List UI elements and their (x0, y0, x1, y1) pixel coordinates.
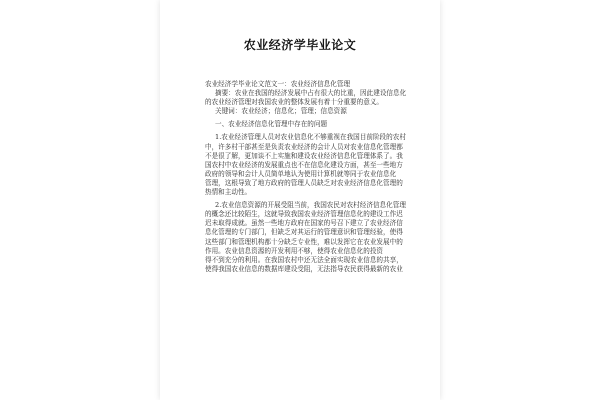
text-line: 农业经济学毕业论文范文一：农业经济信息化管理 (205, 80, 351, 88)
text-line: 中，许多村干部甚至是负责农业经济的会计人员对农业信息化管理都 (205, 142, 403, 151)
document-page (160, 0, 440, 400)
text-line: 政府的领导和会计人员简单地认为使用计算机就等同于农业信息化 (205, 169, 397, 178)
text-line: 使得我国农业信息的数据库建设受阻，无法指导农民获得最新的农业 (205, 264, 403, 273)
text-line: 得不到充分的利用。在我国农村中还无法全面实现农业信息的共享， (205, 255, 403, 264)
document-title: 农业经济学毕业论文 (243, 38, 357, 52)
text-line: 不是很了解，更加谈不上实施和建设农业经济信息化管理体系了。我 (205, 151, 403, 160)
text-line: 的概念还比较陌生，这就导致我国农业经济管理信息化的建设工作迟 (205, 210, 403, 219)
text-line: 迟未取得成就。虽然一些地方政府在国家的号召下建立了农业经济信 (205, 219, 403, 228)
text-line: 一、农业经济信息化管理中存在的问题 (215, 120, 328, 129)
document-body (205, 80, 435, 274)
text-line: 这些部门和管理机构都十分缺乏专业性，难以发挥它在农业发展中的 (205, 237, 403, 246)
text-line: 国农村中农业经济的发展重点也不在信息化建设方面，甚至一些地方 (205, 160, 403, 169)
text-line: 管理，这根导致了地方政府的管理人员缺乏对农业经济信息化管理的 (205, 178, 403, 187)
text-line: 热情和主动性。 (205, 188, 252, 197)
text-line: 关键词：农业经济；信息化；管理；信息资源 (215, 107, 347, 116)
text-line: 1.农业经济管理人员对农业信息化不够重视在我国目前阶段的农村 (215, 133, 406, 142)
text-line: 摘要：农业在我国的经济发展中占有很大的比重，因此建设信息化 (215, 89, 407, 98)
text-line: 作用。农业信息资源的开发利用不够，使得农业信息化的投资 (205, 246, 384, 255)
text-line: 息化管理的专门部门，但缺乏对其运行的管理意识和管理经验，使得 (205, 228, 403, 237)
text-line: 2.农业信息资源的开展受阻当前，我国农民对农村经济信息化管理 (215, 201, 406, 210)
text-line: 的农业经济管理对我国农业的整体发展有着十分重要的意义。 (205, 98, 384, 107)
